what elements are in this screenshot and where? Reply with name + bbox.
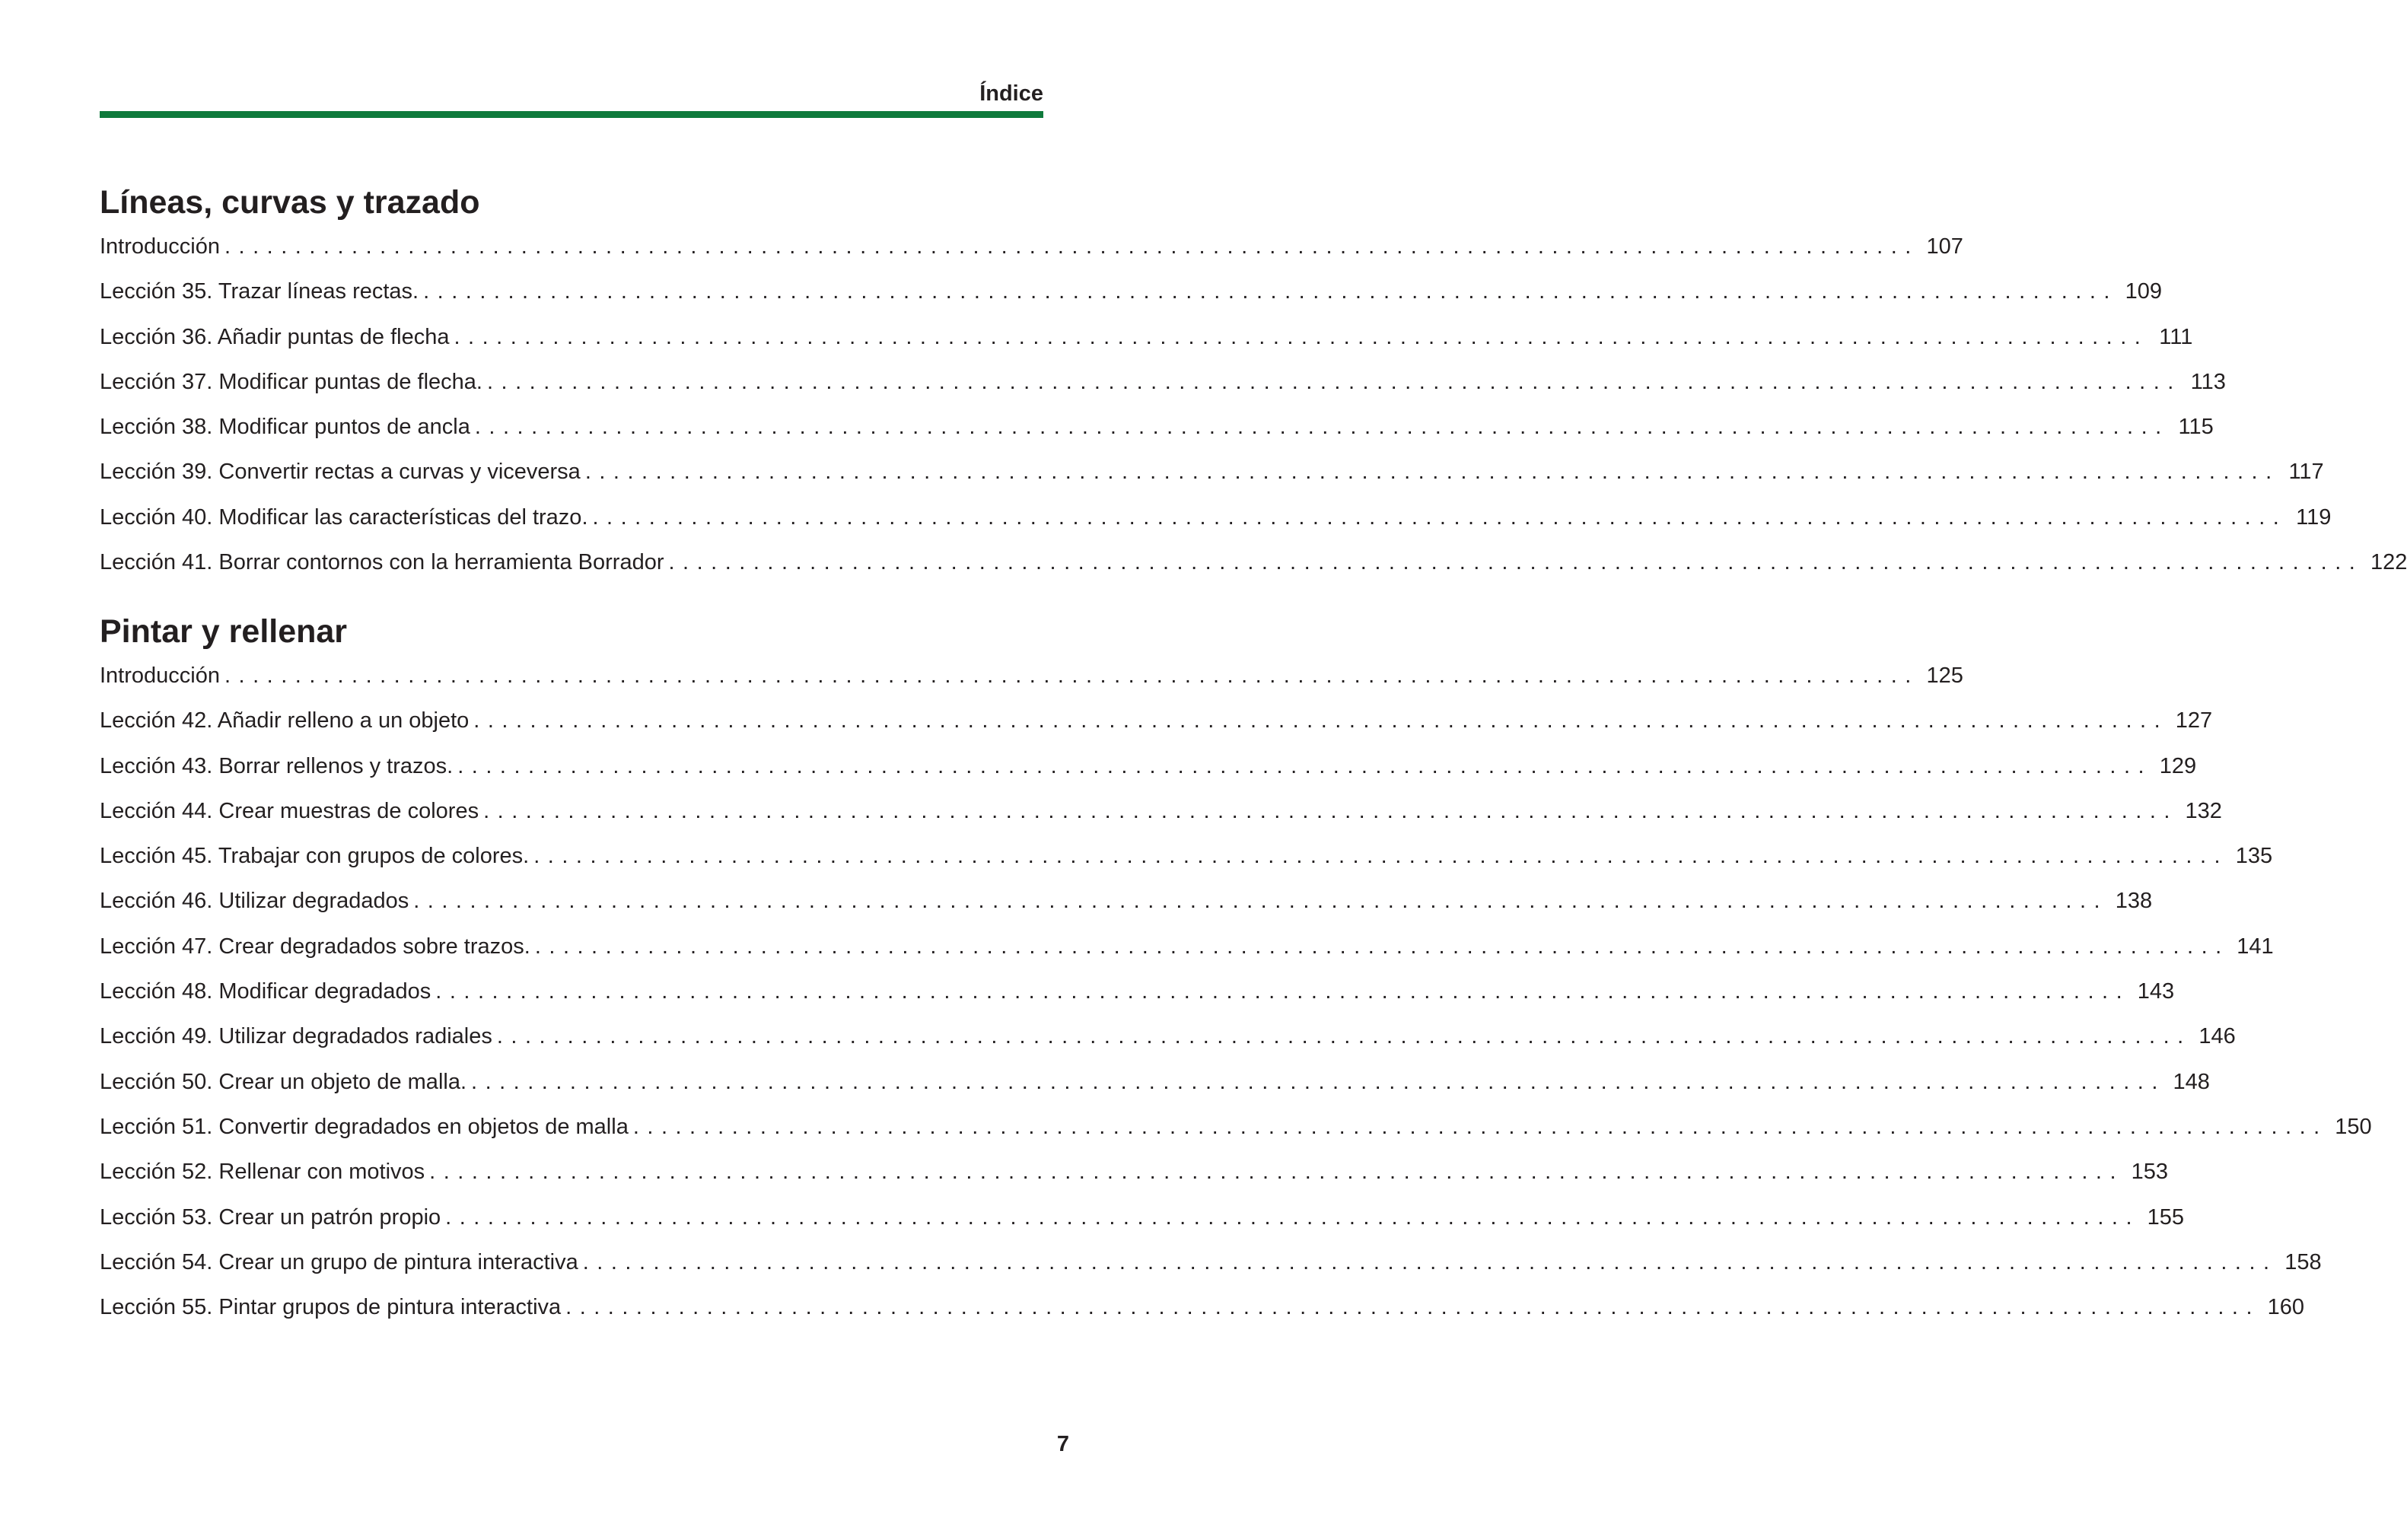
toc-entry[interactable] (100, 550, 2407, 595)
toc-entry-page: 113 (2190, 369, 2226, 394)
toc-entry[interactable] (100, 1249, 2322, 1295)
dot-leader: ........................................................................................................................ (565, 1295, 2260, 1320)
toc-entry[interactable] (100, 504, 2332, 550)
toc-entry-title: Lección 38. Modificar puntos de ancla (100, 415, 470, 440)
toc-entry-page: 111 (2159, 324, 2193, 349)
dot-leader: ........................................................................................................................ (224, 663, 1919, 688)
toc-entry-page: 115 (2178, 415, 2214, 440)
toc-section-lineas (100, 180, 2407, 595)
toc-entry-title: Lección 50. Crear un objeto de malla. (100, 1069, 467, 1094)
toc-entry[interactable] (100, 279, 2162, 324)
toc-entry-title: Lección 48. Modificar degradados (100, 979, 431, 1004)
toc-entry-title: Lección 55. Pintar grupos de pintura interactiva (100, 1295, 562, 1320)
toc-entry[interactable] (100, 234, 1963, 279)
dot-leader: ........................................................................................................................ (592, 504, 2288, 530)
toc-entry-page: 158 (2284, 1249, 2322, 1274)
toc-section-pintar (100, 609, 2372, 1340)
toc-entry-page: 122 (2370, 550, 2407, 575)
toc-entry-title: Introducción (100, 663, 220, 688)
toc-entry-title: Lección 49. Utilizar degradados radiales (100, 1024, 492, 1049)
toc-entry-page: 132 (2185, 798, 2222, 823)
toc-entry-title: Lección 40. Modificar las características del trazo. (100, 504, 588, 530)
dot-leader: ........................................................................................................................ (474, 415, 2170, 440)
dot-leader: ........................................................................................................................ (473, 708, 2169, 733)
page-number: 7 (1056, 1432, 1069, 1456)
toc-entry-page: 135 (2235, 844, 2273, 869)
dot-leader: ........................................................................................................................ (457, 753, 2153, 778)
dot-leader: ........................................................................................................................ (224, 234, 1919, 259)
dot-leader: ........................................................................................................................ (483, 798, 2178, 823)
section-heading: Líneas, curvas y trazado (100, 184, 480, 221)
toc-entry[interactable] (100, 369, 2226, 415)
header-rule (100, 111, 1043, 118)
toc-entry-title: Lección 41. Borrar contornos con la herramienta Borrador (100, 550, 664, 575)
toc-entry-page: 155 (2147, 1204, 2185, 1230)
toc-entry[interactable] (100, 1160, 2169, 1204)
dot-leader: ........................................................................................................................ (429, 1160, 2125, 1185)
running-header-title: Índice (979, 81, 1043, 106)
toc-entry-page: 109 (2125, 279, 2162, 304)
toc-entry-page: 138 (2115, 889, 2153, 914)
dot-leader: ........................................................................................................................ (471, 1069, 2166, 1094)
toc-entry[interactable] (100, 889, 2153, 934)
toc-entry-page: 107 (1926, 234, 1963, 259)
dot-leader: ........................................................................................................................ (668, 550, 2364, 575)
dot-leader: ........................................................................................................................ (533, 844, 2229, 869)
section-heading: Pintar y rellenar (100, 613, 348, 650)
toc-entry-title: Lección 46. Utilizar degradados (100, 889, 409, 914)
dot-leader: ........................................................................................................................ (486, 369, 2182, 394)
toc-entry-title: Lección 45. Trabajar con grupos de colores. (100, 844, 530, 869)
toc-entry-title: Introducción (100, 234, 220, 259)
toc-entry[interactable] (100, 798, 2222, 844)
toc-entry-title: Lección 51. Convertir degradados en objetos de malla (100, 1114, 629, 1139)
toc-entry[interactable] (100, 324, 2193, 370)
toc-entry-title: Lección 39. Convertir rectas a curvas y viceversa (100, 460, 581, 485)
toc-entry[interactable] (100, 1069, 2210, 1115)
toc-entry[interactable] (100, 415, 2214, 460)
toc-entry-page: 141 (2237, 934, 2274, 959)
toc-entry[interactable] (100, 460, 2324, 504)
toc-entry-page: 150 (2335, 1114, 2372, 1139)
toc-entry-title: Lección 53. Crear un patrón propio (100, 1204, 441, 1230)
dot-leader: ........................................................................................................................ (534, 934, 2230, 959)
toc-entry[interactable] (100, 844, 2273, 889)
dot-leader: ........................................................................................................................ (584, 460, 2280, 485)
toc-entry-title: Lección 43. Borrar rellenos y trazos. (100, 753, 454, 778)
toc-entry-page: 143 (2137, 979, 2175, 1004)
dot-leader: ........................................................................................................................ (435, 979, 2131, 1004)
toc-entry[interactable] (100, 934, 2274, 979)
dot-leader: ........................................................................................................................ (423, 279, 2118, 304)
toc-entry-page: 153 (2131, 1160, 2169, 1185)
toc-entry[interactable] (100, 663, 1963, 708)
toc-entry-page: 160 (2267, 1295, 2304, 1320)
toc-entry-title: Lección 52. Rellenar con motivos (100, 1160, 425, 1185)
dot-leader: ........................................................................................................................ (445, 1204, 2141, 1230)
toc-entry[interactable] (100, 1114, 2372, 1160)
toc-entry-page: 129 (2159, 753, 2197, 778)
toc-entry-title: Lección 44. Crear muestras de colores (100, 798, 479, 823)
toc-entry-page: 119 (2296, 504, 2332, 530)
dot-leader: ........................................................................................................................ (454, 324, 2149, 349)
toc-entry-title: Lección 36. Añadir puntas de flecha (100, 324, 450, 349)
toc-entry[interactable] (100, 1204, 2185, 1250)
toc-entry[interactable] (100, 979, 2175, 1024)
toc-entry[interactable] (100, 708, 2213, 753)
toc-entry-title: Lección 47. Crear degradados sobre trazos. (100, 934, 530, 959)
toc-entry-title: Lección 54. Crear un grupo de pintura interactiva (100, 1249, 578, 1274)
dot-leader: ........................................................................................................................ (582, 1249, 2278, 1274)
toc-entry-title: Lección 42. Añadir relleno a un objeto (100, 708, 470, 733)
toc-entry-page: 146 (2198, 1024, 2236, 1049)
toc-entry-page: 117 (2288, 460, 2324, 485)
toc-entry[interactable] (100, 1295, 2304, 1340)
dot-leader: ........................................................................................................................ (413, 889, 2109, 914)
toc-entry-page: 127 (2175, 708, 2213, 733)
dot-leader: ........................................................................................................................ (496, 1024, 2192, 1049)
toc-entry[interactable] (100, 1024, 2236, 1069)
toc-entry-title: Lección 35. Trazar líneas rectas. (100, 279, 419, 304)
toc-entry-title: Lección 37. Modificar puntas de flecha. (100, 369, 482, 394)
toc-entry-page: 148 (2173, 1069, 2210, 1094)
toc-entry[interactable] (100, 753, 2197, 799)
toc-entry-page: 125 (1926, 663, 1963, 688)
dot-leader: ........................................................................................................................ (632, 1114, 2328, 1139)
